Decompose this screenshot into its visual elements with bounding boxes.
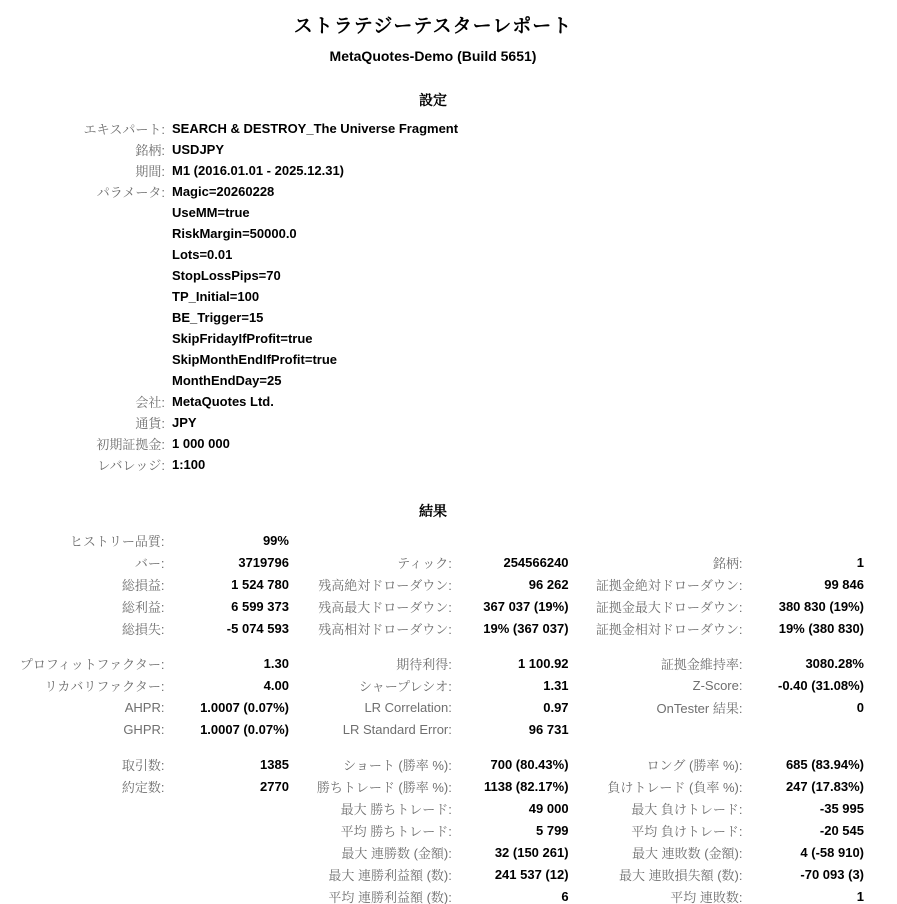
result-value: 254566240 xyxy=(503,554,569,570)
result-label xyxy=(8,819,164,841)
result-value: 1 xyxy=(856,888,864,904)
result-row xyxy=(8,674,866,696)
result-value: 96 731 xyxy=(528,721,569,737)
result-label: ショート (勝率 %): xyxy=(343,757,452,773)
setting-value: USDJPY xyxy=(172,142,225,157)
result-value: -35 995 xyxy=(819,800,864,816)
result-label: 残高最大ドローダウン: xyxy=(318,599,452,615)
settings-row xyxy=(8,160,865,181)
spacer-cell xyxy=(8,740,866,753)
settings-heading: 設定 xyxy=(419,92,447,108)
result-label: 平均 負けトレード: xyxy=(631,823,743,839)
result-value: 32 (150 261) xyxy=(494,844,569,860)
report-subtitle: MetaQuotes-Demo (Build 5651) xyxy=(329,48,537,64)
result-label: プロフィットファクター: xyxy=(19,656,165,672)
result-value: 0.97 xyxy=(543,699,569,715)
setting-value: UseMM=true xyxy=(172,205,250,220)
result-value: 1.31 xyxy=(543,677,569,693)
result-value: 247 (17.83%) xyxy=(785,778,864,794)
spacer-row xyxy=(8,740,866,753)
result-value: 1.0007 (0.07%) xyxy=(200,721,289,737)
result-value: -5 074 593 xyxy=(226,620,289,636)
setting-value: 1:100 xyxy=(172,457,206,472)
result-value: -20 545 xyxy=(819,822,864,838)
settings-row xyxy=(8,370,865,391)
setting-value: BE_Trigger=15 xyxy=(172,310,264,325)
result-value: 1.30 xyxy=(263,655,289,671)
result-value: 0 xyxy=(856,699,864,715)
setting-value: MonthEndDay=25 xyxy=(172,373,282,388)
settings-row xyxy=(8,454,865,475)
result-label: ロング (勝率 %): xyxy=(646,757,743,773)
result-label xyxy=(8,841,164,863)
result-value: -70 093 (3) xyxy=(800,866,864,882)
setting-value: MetaQuotes Ltd. xyxy=(172,394,274,409)
result-label: Z-Score: xyxy=(692,677,743,693)
setting-label xyxy=(8,202,165,223)
spacer-cell xyxy=(8,639,866,652)
setting-value: SEARCH & DESTROY_The Universe Fragment xyxy=(172,121,459,136)
setting-value: TP_Initial=100 xyxy=(172,289,260,304)
result-label: 期待利得: xyxy=(396,656,452,672)
result-label xyxy=(571,529,743,551)
result-value: 3080.28% xyxy=(805,655,864,671)
result-row xyxy=(8,797,866,819)
result-row xyxy=(8,551,866,573)
settings-row xyxy=(8,265,865,286)
result-label: 証拠金絶対ドローダウン: xyxy=(595,577,743,593)
result-row xyxy=(8,696,866,718)
result-label: 平均 勝ちトレード: xyxy=(340,823,452,839)
result-label: 残高絶対ドローダウン: xyxy=(318,577,452,593)
result-value: 1138 (82.17%) xyxy=(483,778,569,794)
result-value: 49 000 xyxy=(528,800,569,816)
settings-row xyxy=(8,286,865,307)
result-label: 最大 連敗数 (金額): xyxy=(631,845,743,861)
result-value xyxy=(164,819,290,841)
setting-value: 1 000 000 xyxy=(172,436,230,451)
setting-value: RiskMargin=50000.0 xyxy=(172,226,297,241)
result-value: 367 037 (19%) xyxy=(483,598,569,614)
settings-row xyxy=(8,223,865,244)
result-label: AHPR: xyxy=(124,699,165,715)
result-label: 勝ちトレード (勝率 %): xyxy=(316,779,452,795)
result-label: 最大 連勝利益額 (数): xyxy=(328,867,452,883)
result-value xyxy=(164,841,290,863)
setting-label: 会社: xyxy=(135,395,165,410)
result-value: 241 537 (12) xyxy=(494,866,569,882)
setting-label: 通貨: xyxy=(135,416,165,431)
settings-row xyxy=(8,328,865,349)
setting-value: Magic=20260228 xyxy=(172,184,275,199)
settings-row xyxy=(8,433,865,454)
result-label: リカバリファクター: xyxy=(44,678,165,694)
result-row xyxy=(8,863,866,885)
result-value: 685 (83.94%) xyxy=(785,756,864,772)
settings-row xyxy=(8,181,865,202)
result-label: 証拠金維持率: xyxy=(660,656,743,672)
result-value xyxy=(164,797,290,819)
result-label xyxy=(8,863,164,885)
result-label: 総損益: xyxy=(121,577,165,593)
result-label: 最大 連敗損失額 (数): xyxy=(618,867,743,883)
settings-row xyxy=(8,139,865,160)
settings-row xyxy=(8,307,865,328)
result-label: ヒストリー品質: xyxy=(69,533,165,549)
setting-value: SkipMonthEndIfProfit=true xyxy=(172,352,338,367)
result-value: 1.0007 (0.07%) xyxy=(200,699,289,715)
result-label: OnTester 結果: xyxy=(656,700,743,716)
result-value xyxy=(742,529,866,551)
result-label xyxy=(571,718,743,740)
result-value: 5 799 xyxy=(536,822,569,838)
setting-label xyxy=(8,265,165,286)
result-value xyxy=(742,718,866,740)
setting-label: 銘柄: xyxy=(135,143,165,158)
settings-row xyxy=(8,118,865,139)
result-label: 証拠金相対ドローダウン: xyxy=(595,621,743,637)
result-value: 700 (80.43%) xyxy=(490,756,569,772)
setting-label xyxy=(8,370,165,391)
result-label xyxy=(8,885,164,904)
result-value: 1385 xyxy=(260,756,289,772)
result-label: バー: xyxy=(134,555,165,571)
result-value: 1 100.92 xyxy=(517,655,569,671)
setting-label: 初期証拠金: xyxy=(96,437,165,452)
result-row xyxy=(8,718,866,740)
result-value: 2770 xyxy=(260,778,289,794)
result-value: 19% (367 037) xyxy=(483,620,569,636)
setting-value: JPY xyxy=(172,415,197,430)
setting-label: パラメータ: xyxy=(96,185,165,200)
result-row xyxy=(8,819,866,841)
result-label: ティック: xyxy=(397,555,452,571)
results-table xyxy=(8,529,866,904)
settings-row xyxy=(8,391,865,412)
result-label: シャープレシオ: xyxy=(359,678,452,694)
result-label: LR Correlation: xyxy=(364,699,452,715)
setting-label xyxy=(8,286,165,307)
result-value: 4.00 xyxy=(263,677,289,693)
result-value: 3719796 xyxy=(238,554,289,570)
report-title: ストラテジーテスターレポート xyxy=(293,16,573,37)
setting-label: エキスパート: xyxy=(83,122,165,137)
settings-row xyxy=(8,412,865,433)
result-label: 最大 負けトレード: xyxy=(631,801,743,817)
result-label: 負けトレード (負率 %): xyxy=(607,779,743,795)
result-label xyxy=(8,797,164,819)
result-value: -0.40 (31.08%) xyxy=(778,677,864,693)
result-label: 総利益: xyxy=(121,599,165,615)
setting-label: 期間: xyxy=(135,164,165,179)
result-label: 銘柄: xyxy=(712,555,743,571)
spacer-row xyxy=(8,639,866,652)
settings-row xyxy=(8,202,865,223)
result-row xyxy=(8,775,866,797)
results-heading: 結果 xyxy=(419,503,447,519)
result-value: 99% xyxy=(262,532,289,548)
result-label: 最大 連勝数 (金額): xyxy=(341,845,452,861)
setting-label xyxy=(8,328,165,349)
result-label: 総損失: xyxy=(121,621,165,637)
result-label: 約定数: xyxy=(121,779,165,795)
result-label: 取引数: xyxy=(121,757,165,773)
result-label: 残高相対ドローダウン: xyxy=(318,621,452,637)
settings-table xyxy=(8,118,865,475)
result-value: 1 xyxy=(856,554,864,570)
result-row xyxy=(8,753,866,775)
result-row xyxy=(8,595,866,617)
setting-label xyxy=(8,307,165,328)
settings-table-body xyxy=(8,118,865,475)
result-value: 4 (-58 910) xyxy=(800,844,864,860)
result-label: 平均 連勝利益額 (数): xyxy=(328,889,452,904)
result-value: 6 xyxy=(561,888,569,904)
result-value: 6 599 373 xyxy=(231,598,289,614)
result-value xyxy=(164,863,290,885)
results-table-body xyxy=(8,529,866,904)
result-row xyxy=(8,617,866,639)
setting-value: SkipFridayIfProfit=true xyxy=(172,331,313,346)
result-value: 380 830 (19%) xyxy=(778,598,864,614)
result-value: 1 524 780 xyxy=(231,576,289,592)
setting-value: StopLossPips=70 xyxy=(172,268,281,283)
setting-label xyxy=(8,349,165,370)
result-value xyxy=(452,529,571,551)
result-label: 最大 勝ちトレード: xyxy=(340,801,452,817)
setting-label xyxy=(8,223,165,244)
result-label: 証拠金最大ドローダウン: xyxy=(595,599,743,615)
result-value: 99 846 xyxy=(824,576,864,592)
result-row xyxy=(8,841,866,863)
setting-value: Lots=0.01 xyxy=(172,247,233,262)
result-label xyxy=(291,529,452,551)
result-value: 96 262 xyxy=(528,576,569,592)
setting-value: M1 (2016.01.01 - 2025.12.31) xyxy=(172,163,345,178)
result-label: LR Standard Error: xyxy=(342,721,452,737)
result-label: 平均 連敗数: xyxy=(670,889,743,904)
result-value xyxy=(164,885,290,904)
result-row xyxy=(8,652,866,674)
result-row xyxy=(8,885,866,904)
result-row xyxy=(8,573,866,595)
settings-row xyxy=(8,349,865,370)
setting-label xyxy=(8,244,165,265)
result-row xyxy=(8,529,866,551)
settings-row xyxy=(8,244,865,265)
result-label: GHPR: xyxy=(123,721,165,737)
result-value: 19% (380 830) xyxy=(778,620,864,636)
setting-label: レバレッジ: xyxy=(97,458,165,473)
